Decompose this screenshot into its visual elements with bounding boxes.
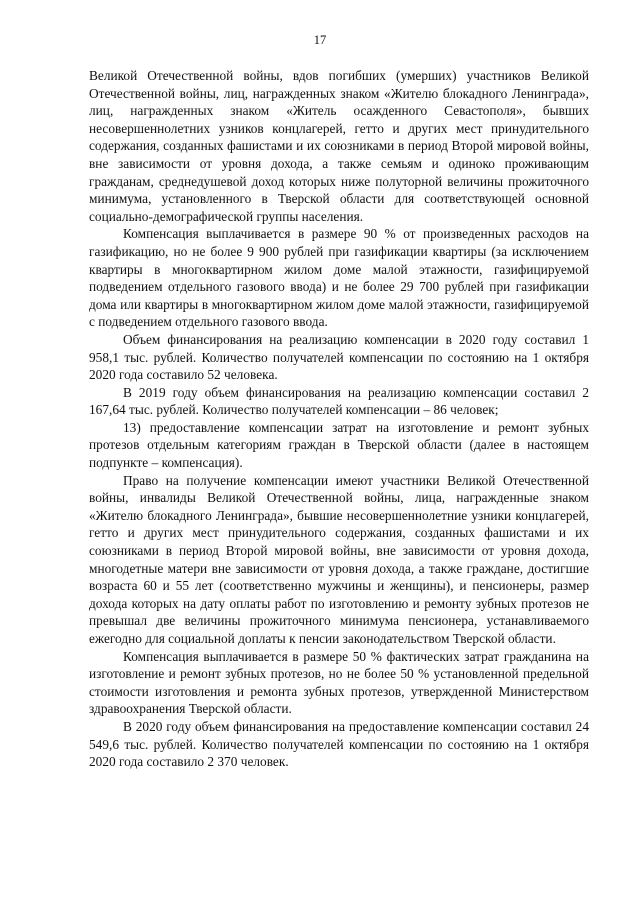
paragraph-funding-2019-gas: В 2019 году объем финансирования на реализацию компенсации составил 2 167,64 тыс. рублей. Количество получателей компенсации – 86 человек;	[89, 384, 589, 418]
page-number: 17	[313, 33, 327, 47]
paragraph-continuation: Великой Отечественной войны, вдов погибших (умерших) участников Великой Отечественной войны, лиц, награжденных знаком «Жителю блокадного Ленинграда», лиц, награжденных знаком «Житель осажденного Севастополя», бывших несовершеннолетних узников концлагерей, гетто и других мест принудительного содержания, созданных фашистами и их союзниками в период Второй мировой войны, вне зависимости от уровня дохода, а также семьям и одиноко проживающим гражданам, среднедушевой доход которых ниже полуторной величины прожиточного минимума, установленного в Тверской области для соответствующей основной социально-демографической группы населения.	[89, 68, 589, 224]
paragraph-compensation-amount-gas: Компенсация выплачивается в размере 90 % от произведенных расходов на газификацию, но не более 9 900 рублей при газификации квартиры (за исключением квартиры в многоквартирном жилом доме малой этажности, газифицируемой подведением отдельного газового ввода) и не более 29 700 рублей при газификации дома или квартиры в многоквартирном жилом доме малой этажности, газифицируемой с подведением отдельного газового ввода.	[89, 226, 589, 330]
paragraph-funding-2020-dentures: В 2020 году объем финансирования на предоставление компенсации составил 24 549,6 тыс. рублей. Количество получателей компенсации по состоянию на 1 октября 2020 года составило 2 370 человек.	[89, 718, 589, 770]
paragraph-compensation-amount-dentures: Компенсация выплачивается в размере 50 % фактических затрат гражданина на изготовление и ремонт зубных протезов, но не более 50 % установленной предельной стоимости изготовления и ремонта зубных протезов, утвержденной Министерством здравоохранения Тверской области.	[89, 648, 589, 717]
body-text	[89, 67, 589, 771]
paragraph-eligibility-dentures: Право на получение компенсации имеют участники Великой Отечественной войны, инвалиды Великой Отечественной войны, лица, награжденные знаком «Жителю блокадного Ленинграда», бывшие несовершеннолетние узники концлагерей, гетто и других мест принудительного содержания, созданных фашистами и их союзниками в период Второй мировой войны, вне зависимости от уровня дохода, многодетные матери вне зависимости от уровня дохода, а также граждане, достигшие возраста 60 и 55 лет (соответственно мужчины и женщины), и пенсионеры, размер дохода которых на дату оплаты работ по изготовлению и ремонту зубных протезов не превышал две величины прожиточного минимума пенсионера, устанавливаемого ежегодно для социальной доплаты к пенсии законодательством Тверской области.	[89, 472, 589, 646]
paragraph-item-13-dentures: 13) предоставление компенсации затрат на изготовление и ремонт зубных протезов отдельным категориям граждан в Тверской области (далее в настоящем подпункте – компенсация).	[89, 419, 589, 471]
paragraph-funding-2020-gas: Объем финансирования на реализацию компенсации в 2020 году составил 1 958,1 тыс. рублей. Количество получателей компенсации по состоянию на 1 октября 2020 года составило 52 человека.	[89, 331, 589, 383]
